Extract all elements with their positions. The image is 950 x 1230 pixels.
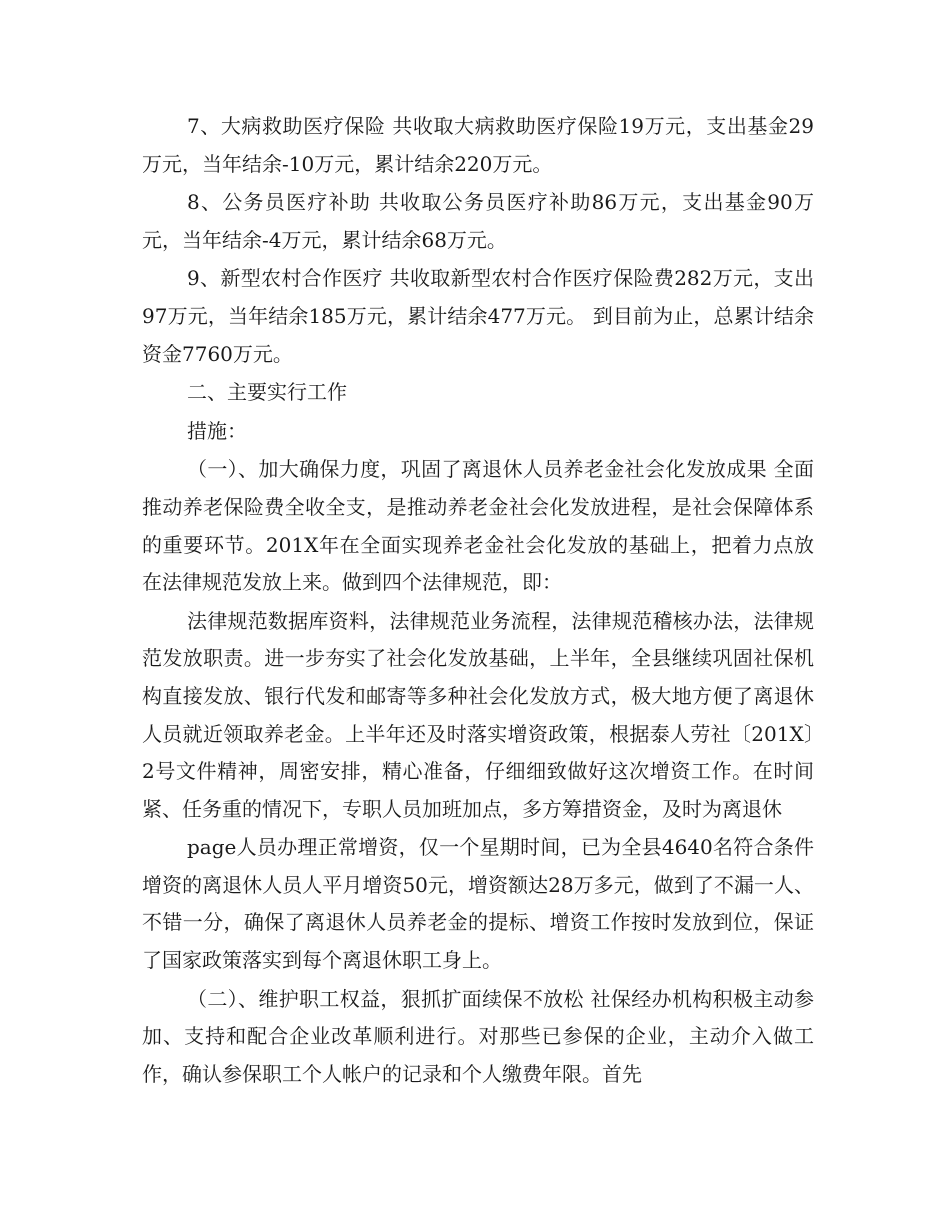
paragraph-item-7: 7、大病救助医疗保险 共收取大病救助医疗保险19万元，支出基金29万元，当年结余-10万元，累计结余220万元。 (142, 114, 814, 176)
document-body (142, 108, 814, 1094)
paragraph-measure-2: （二）、维护职工权益，狠抓扩面续保不放松 社保经办机构积极主动参加、支持和配合企业改革顺利进行。对那些已参保的企业，主动介入做工作，确认参保职工个人帐户的记录和个人缴费年限。首先 (142, 986, 814, 1086)
paragraph-measure-1: （一）、加大确保力度，巩固了离退休人员养老金社会化发放成果 全面推动养老保险费全收全支，是推动养老金社会化发放进程，是社会保障体系的重要环节。201X年在全面实现养老金社会化发放的基础上，把着力点放在法律规范发放上来。做到四个法律规范，即： (142, 457, 814, 595)
paragraph-measure-1-detail: 法律规范数据库资料，法律规范业务流程，法律规范稽核办法，法律规范发放职责。进一步夯实了社会化发放基础，上半年，全县继续巩固社保机构直接发放、银行代发和邮寄等多种社会化发放方式，极大地方便了离退休人员就近领取养老金。上半年还及时落实增资政策，根据泰人劳社〔201X〕2号文件精神，周密安排，精心准备，仔细细致做好这次增资工作。在时间紧、任务重的情况下，专职人员加班加点，多方筹措资金，及时为离退休 (142, 608, 814, 821)
paragraph-measure-1-continued: page人员办理正常增资，仅一个星期时间，已为全县4640名符合条件增资的离退休人员人平月增资50元，增资额达28万多元，做到了不漏一人、不错一分，确保了离退休人员养老金的提标、增资工作按时发放到位，保证了国家政策落实到每个离退休职工身上。 (142, 835, 814, 973)
paragraph-item-9: 9、新型农村合作医疗 共收取新型农村合作医疗保险费282万元，支出97万元，当年结余185万元，累计结余477万元。 到目前为止，总累计结余资金7760万元。 (142, 266, 814, 366)
paragraph-item-8: 8、公务员医疗补助 共收取公务员医疗补助86万元，支出基金90万元，当年结余-4万元，累计结余68万元。 (142, 190, 814, 252)
section-heading: 二、主要实行工作 (187, 380, 347, 405)
measures-label: 措施： (187, 418, 247, 443)
